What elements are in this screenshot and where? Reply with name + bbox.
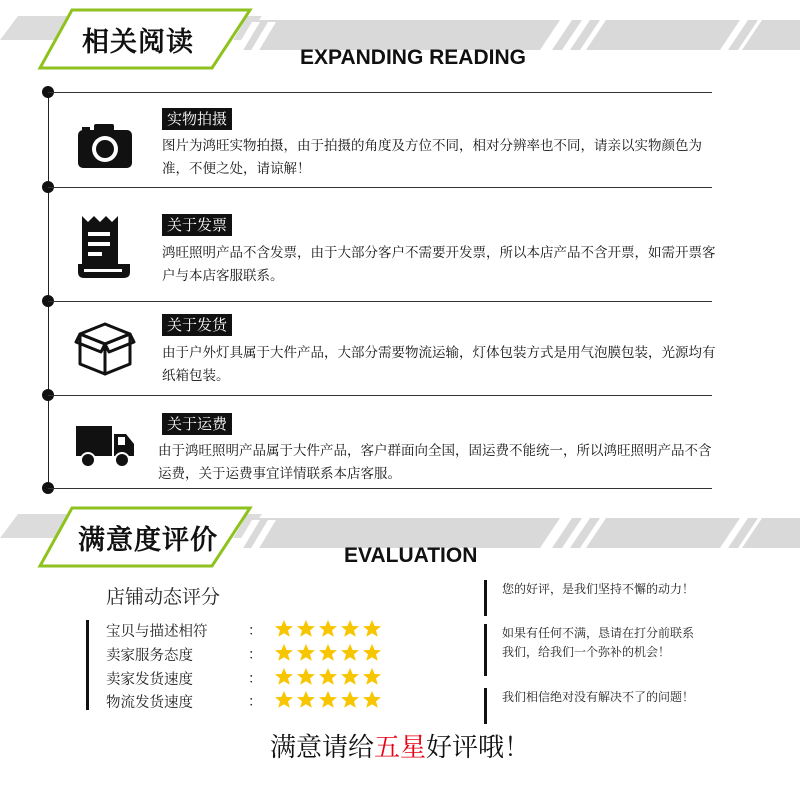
divider bbox=[48, 488, 712, 489]
item-title-shipping: 关于发货 bbox=[162, 314, 232, 336]
star-icon bbox=[363, 620, 381, 637]
reading-section-subtitle: EXPANDING READING bbox=[300, 46, 526, 69]
box-icon bbox=[74, 318, 136, 380]
rating-accent-bar bbox=[86, 620, 89, 710]
star-icon bbox=[319, 644, 337, 661]
star-icon bbox=[341, 691, 359, 708]
evaluation-section-title: 满意度评价 bbox=[78, 525, 218, 556]
item-title-freight: 关于运费 bbox=[162, 413, 232, 435]
star-icon bbox=[341, 644, 359, 661]
note-accent-bar bbox=[484, 624, 487, 676]
item-description-freight: 由于鸿旺照明产品属于大件产品，客户群面向全国，固运费不能统一，所以鸿旺照明产品不含运费，关于运费事宜详情联系本店客服。 bbox=[158, 443, 712, 482]
footer-call-to-action bbox=[0, 727, 800, 764]
star-icon bbox=[297, 644, 315, 661]
timeline-line bbox=[48, 92, 49, 488]
item-description-shipping: 由于户外灯具属于大件产品，大部分需要物流运输，灯体包装方式是用气泡膜包装，光源均有纸箱包装。 bbox=[162, 345, 716, 384]
star-icon bbox=[363, 691, 381, 708]
receipt-icon bbox=[74, 212, 136, 274]
star-icon bbox=[275, 620, 293, 637]
footer-text-before: 满意请给 bbox=[269, 733, 374, 763]
star-icon bbox=[363, 644, 381, 661]
divider bbox=[48, 395, 712, 396]
star-icon bbox=[319, 620, 337, 637]
note-accent-bar bbox=[484, 688, 487, 724]
star-icon bbox=[297, 668, 315, 685]
footer-text-after: 好评哦！ bbox=[426, 733, 531, 763]
rating-label: 卖家服务态度 bbox=[106, 648, 193, 664]
note-accent-bar bbox=[484, 580, 487, 616]
shop-rating-title: 店铺动态评分 bbox=[106, 586, 221, 608]
star-icon bbox=[363, 668, 381, 685]
item-title-invoice: 关于发票 bbox=[162, 214, 232, 236]
star-icon bbox=[341, 668, 359, 685]
star-icon bbox=[275, 668, 293, 685]
item-title-photo: 实物拍摄 bbox=[162, 108, 232, 130]
rating-label: 宝贝与描述相符 bbox=[106, 624, 208, 640]
rating-colon: ： bbox=[248, 623, 262, 639]
star-icon bbox=[297, 620, 315, 637]
star-icon bbox=[275, 691, 293, 708]
star-icon bbox=[319, 668, 337, 685]
evaluation-banner bbox=[0, 506, 800, 568]
divider bbox=[48, 187, 712, 188]
footer-highlight-five-stars: 五星 bbox=[373, 733, 426, 763]
note-text: 您的好评，是我们坚持不懈的动力！ bbox=[502, 582, 695, 596]
rating-colon: ： bbox=[248, 694, 262, 710]
rating-label: 物流发货速度 bbox=[106, 695, 193, 711]
divider bbox=[48, 92, 712, 93]
star-icon bbox=[341, 620, 359, 637]
rating-label: 卖家发货速度 bbox=[106, 672, 193, 688]
reading-section-title: 相关阅读 bbox=[82, 27, 194, 58]
evaluation-section-subtitle: EVALUATION bbox=[344, 544, 478, 567]
reading-banner bbox=[0, 8, 800, 70]
note-text: 如果有任何不满，恳请在打分前联系我们，给我们一个弥补的机会！ bbox=[502, 626, 695, 659]
star-rating bbox=[274, 690, 384, 714]
star-icon bbox=[275, 644, 293, 661]
camera-icon bbox=[74, 118, 136, 180]
truck-icon bbox=[74, 414, 136, 476]
rating-colon: ： bbox=[248, 671, 262, 687]
rating-colon: ： bbox=[248, 647, 262, 663]
note-text: 我们相信绝对没有解决不了的问题！ bbox=[502, 690, 695, 704]
item-description-photo: 图片为鸿旺实物拍摄，由于拍摄的角度及方位不同，相对分辨率也不同，请亲以实物颜色为准，不便之处，请谅解！ bbox=[162, 138, 702, 177]
divider bbox=[48, 301, 712, 302]
item-description-invoice: 鸿旺照明产品不含发票，由于大部分客户不需要开发票，所以本店产品不含开票，如需开票客户与本店客服联系。 bbox=[162, 245, 716, 284]
star-rating bbox=[274, 619, 384, 643]
star-rating bbox=[274, 667, 384, 691]
star-icon bbox=[297, 691, 315, 708]
star-icon bbox=[319, 691, 337, 708]
star-rating bbox=[274, 643, 384, 667]
